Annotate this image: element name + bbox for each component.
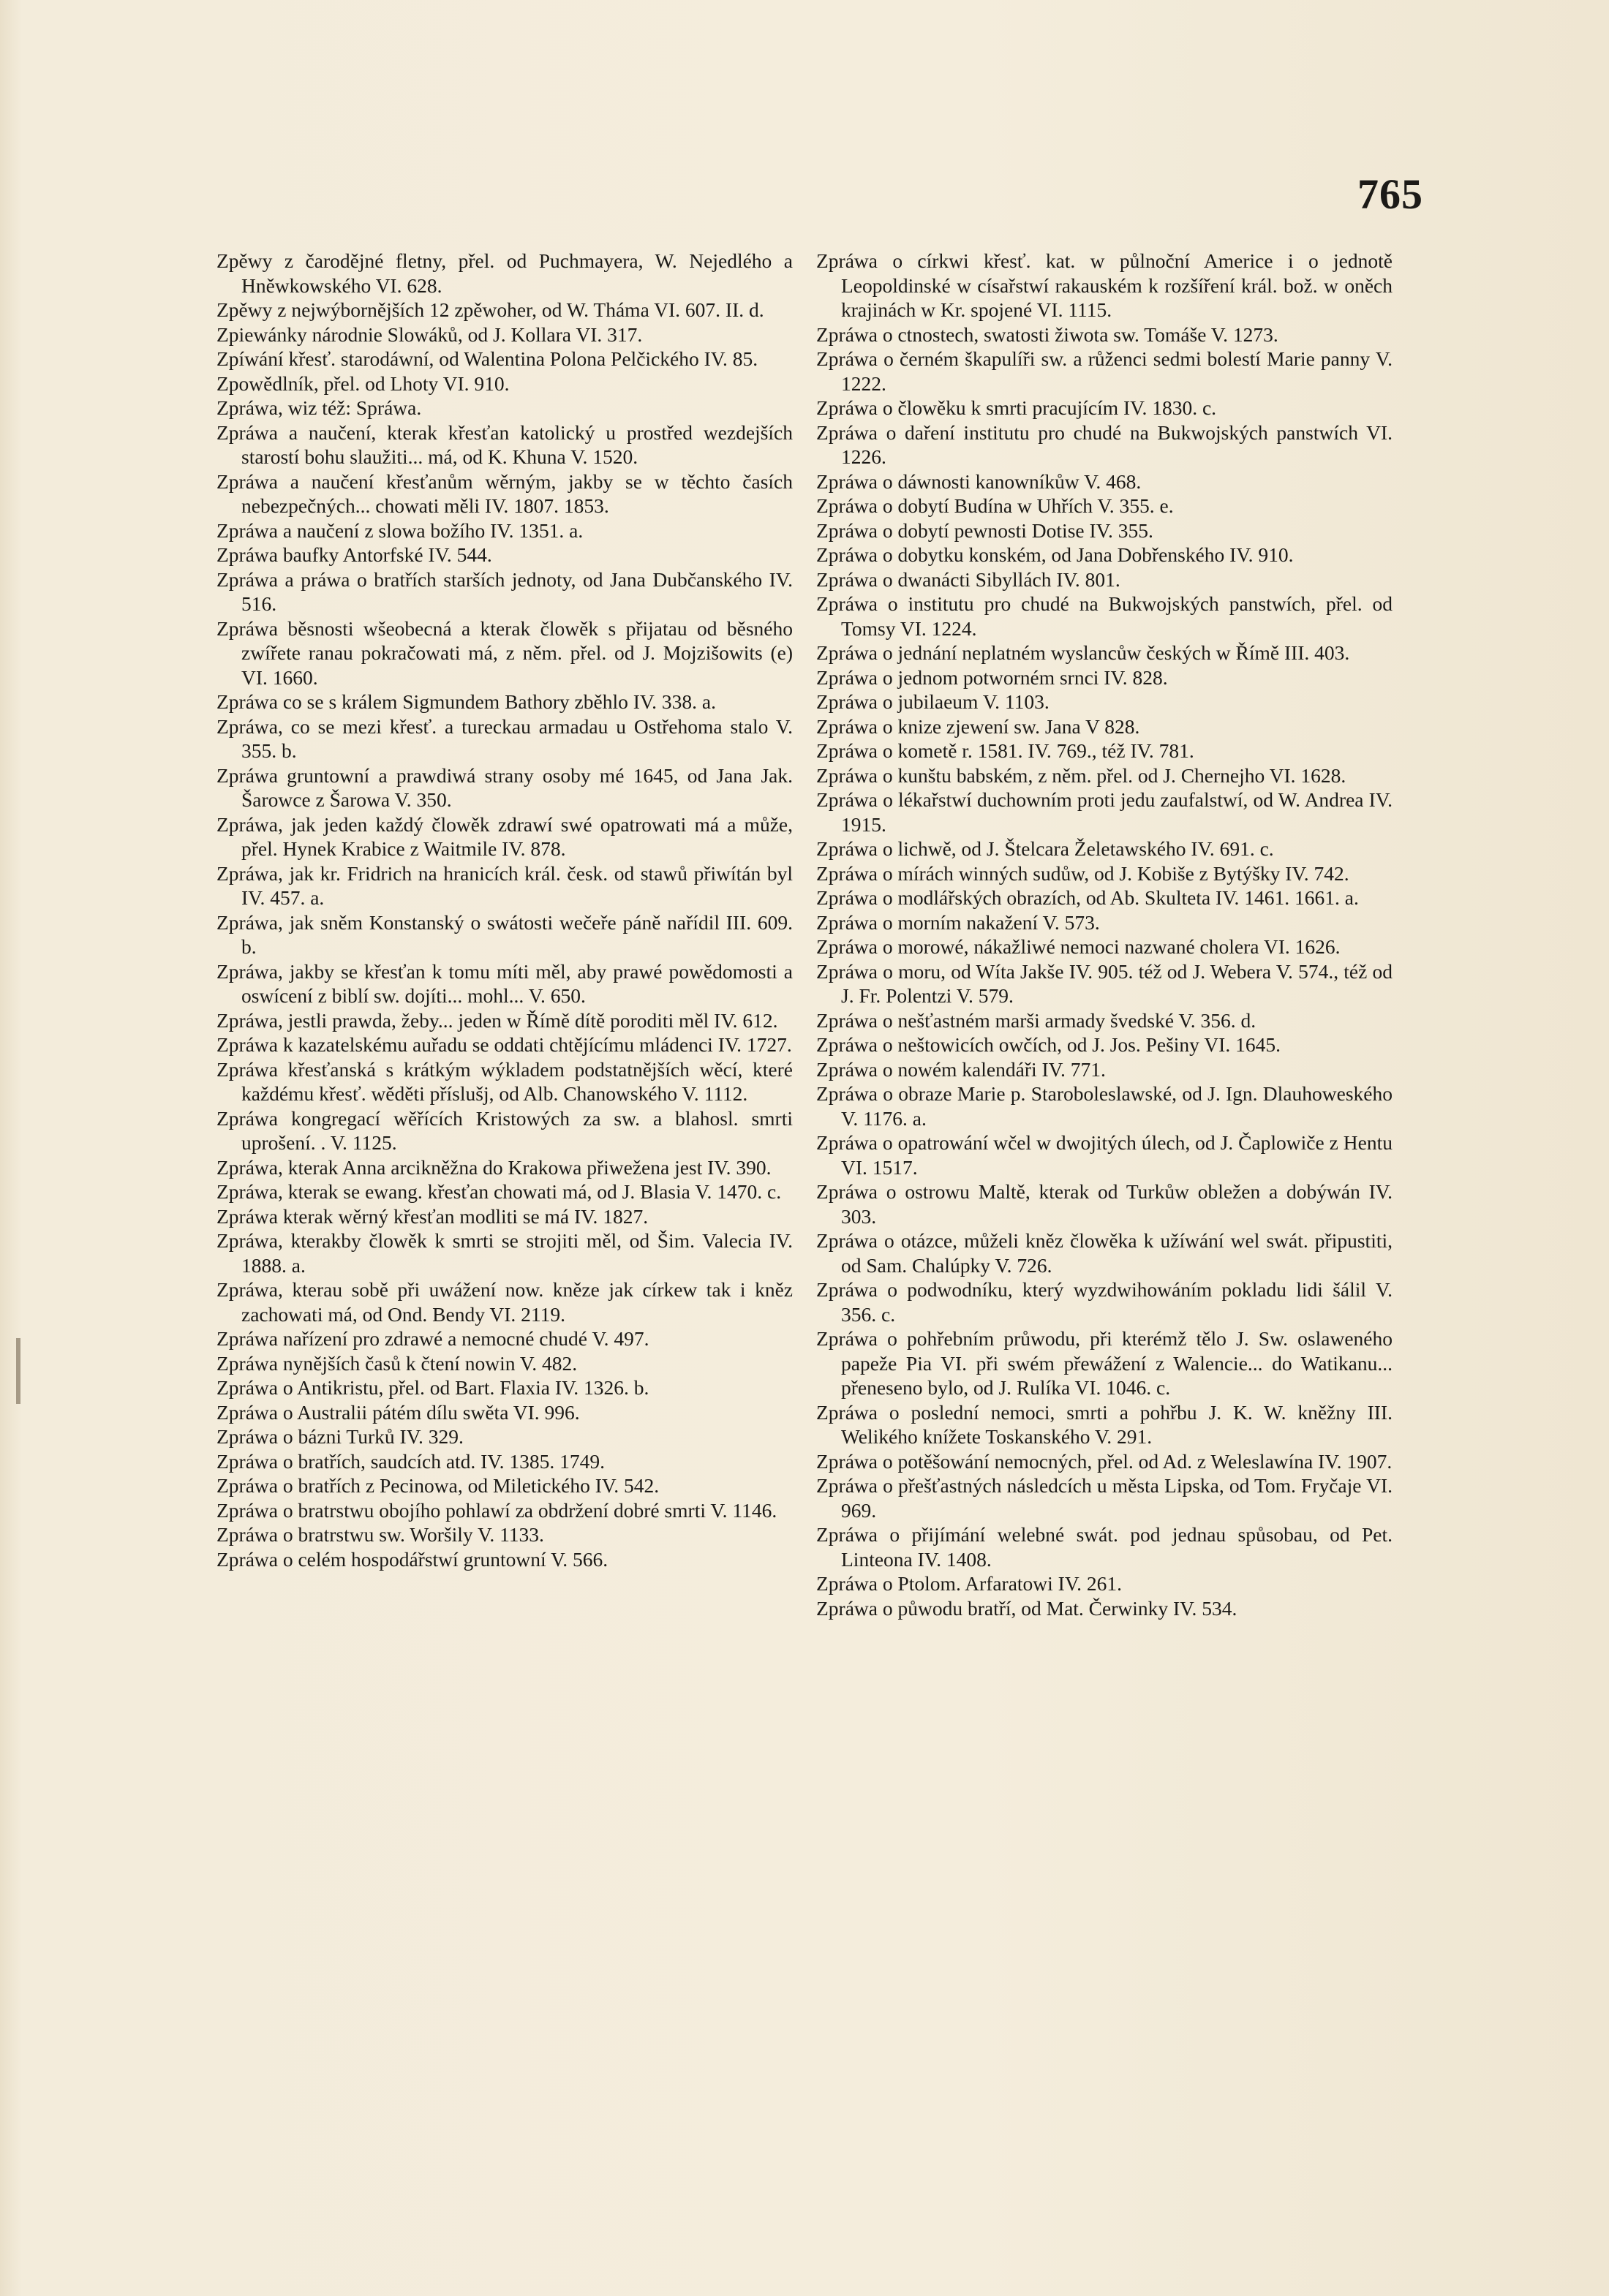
index-entry: Zpráwa o dwanácti Sibyllách IV. 801. — [816, 567, 1120, 591]
index-columns — [216, 249, 1393, 1620]
index-entry: Zpráwa o poslední nemoci, smrti a pohřbu J. K. W. kněžny III. Welikého knížete Toskanského V. 291. — [816, 1400, 1393, 1448]
index-entry: Zpráwa gruntowní a prawdiwá strany osoby mé 1645, od Jana Jak. Šarowce z Šarowa V. 350. — [216, 763, 793, 811]
index-entry: Zpráwa o opatrowání wčel w dwojitých úlech, od J. Čaplowiče z Hentu VI. 1517. — [816, 1131, 1393, 1179]
index-entry: Zpráwa baufky Antorfské IV. 544. — [216, 543, 492, 566]
index-entry: Zpráwa o bratřích, saudcích atd. IV. 1385. 1749. — [216, 1449, 606, 1473]
index-entry: Zpráwa o bratřích z Pecinowa, od Miletického IV. 542. — [216, 1474, 660, 1497]
index-entry: Zpráwa o kunštu babském, z něm. přel. od J. Chernejho VI. 1628. — [816, 763, 1346, 787]
index-entry: Zpráwa o potěšowání nemocných, přel. od Ad. z Weleslawína IV. 1907. — [816, 1449, 1393, 1473]
index-entry: Zpowědlník, přel. od Lhoty VI. 910. — [216, 371, 510, 395]
left-column — [216, 249, 793, 1620]
index-entry: Zpráwa o moru, od Wíta Jakše IV. 905. též od J. Webera V. 574., též od J. Fr. Polentzi V. 579. — [816, 959, 1393, 1007]
index-entry: Zpráwa o jubilaeum V. 1103. — [816, 690, 1050, 713]
page-number: 765 — [1357, 170, 1423, 218]
index-entry: Zpráwa co se s králem Sigmundem Bathory zběhlo IV. 338. a. — [216, 690, 717, 713]
index-entry: Zpráwa, jak kr. Fridrich na hranicích král. česk. od stawů přiwítán byl IV. 457. a. — [216, 861, 793, 909]
index-entry: Zpráwa běsnosti wšeobecná a kterak člowěk s přijatau od běsného zwířete ranau pokračowati má, z něm. přel. od J. Mojzišowits (e) VI. 1660. — [216, 616, 793, 689]
index-entry: Zpráwa, kterak Anna arcikněžna do Krakowa přiwežena jest IV. 390. — [216, 1155, 772, 1179]
index-entry: Zpráwa, co se mezi křesť. a tureckau armadau u Ostřehoma stalo V. 355. b. — [216, 714, 793, 762]
index-entry: Zpráwa o obraze Marie p. Staroboleslawské, od J. Ign. Dlauhoweského V. 1176. a. — [816, 1082, 1393, 1130]
index-entry: Zpráwa o pohřebním průwodu, při kterémž tělo J. Sw. oslaweného papeže Pia VI. při swém přewážení z Walencie... do Watikanu... přeneseno bylo, od J. Rulíka VI. 1046. c. — [816, 1327, 1393, 1399]
index-entry: Zpíwání křesť. starodáwní, od Walentina Polona Pelčického IV. 85. — [216, 347, 758, 370]
index-entry: Zpráwa o bratrstwu sw. Woršily V. 1133. — [216, 1523, 544, 1546]
index-entry: Zpráwa o morním nakažení V. 573. — [816, 910, 1100, 934]
index-entry: Zpráwa o církwi křesť. kat. w půlnoční Americe i o jednotě Leopoldinské w císařstwí rakauském k rozšíření král. bož. w oněch krajinách w Kr. spojené VI. 1115. — [816, 249, 1393, 321]
index-entry: Zpráwa o dobytku konském, od Jana Dobřenského IV. 910. — [816, 543, 1294, 566]
index-entry: Zpráwa o nowém kalendáři IV. 771. — [816, 1057, 1106, 1081]
index-entry: Zpráwa o knize zjewení sw. Jana V 828. — [816, 714, 1140, 738]
index-entry: Zpráwa kterak wěrný křesťan modliti se má IV. 1827. — [216, 1204, 649, 1228]
index-entry: Zpráwa o Antikristu, přel. od Bart. Flaxia IV. 1326. b. — [216, 1376, 649, 1399]
index-entry: Zpěwy z čarodějné fletny, přel. od Puchmayera, W. Nejedlého a Hněwkowského VI. 628. — [216, 249, 793, 297]
index-entry: Zpráwa, jakby se křesťan k tomu míti měl, aby prawé powědomosti a oswícení z biblí sw. dojíti... mohl... V. 650. — [216, 959, 793, 1007]
index-entry: Zpráwa o neštowicích owčích, od J. Jos. Pešiny VI. 1645. — [816, 1033, 1281, 1056]
index-entry: Zpráwa o ostrowu Maltě, kterak od Turkůw obležen a dobýwán IV. 303. — [816, 1180, 1393, 1228]
index-entry: Zpráwa, jak sněm Konstanský o swátosti wečeře páně nařídil III. 609. b. — [216, 910, 793, 958]
index-entry: Zpráwa, kterak se ewang. křesťan chowati má, od J. Blasia V. 1470. c. — [216, 1180, 782, 1203]
index-entry: Zpráwa o Australii pátém dílu swěta VI. 996. — [216, 1400, 580, 1424]
index-entry: Zpráwa o přešťastných následcích u města Lipska, od Tom. Fryčaje VI. 969. — [816, 1474, 1393, 1522]
index-entry: Zpráwa o institutu pro chudé na Bukwojských panstwích, přel. od Tomsy VI. 1224. — [816, 592, 1393, 640]
index-entry: Zpráwa o lékařstwí duchowním proti jedu zaufalstwí, od W. Andrea IV. 1915. — [816, 788, 1393, 836]
index-entry: Zpráwa o dobytí pewnosti Dotise IV. 355. — [816, 518, 1153, 542]
index-entry: Zpráwa, kterakby člowěk k smrti se strojiti měl, od Šim. Valecia IV. 1888. a. — [216, 1229, 793, 1277]
index-entry: Zpráwa o půwodu bratří, od Mat. Čerwinky IV. 534. — [816, 1596, 1237, 1620]
index-entry: Zpráwa o daření institutu pro chudé na Bukwojských panstwích VI. 1226. — [816, 420, 1393, 468]
index-entry: Zpěwy z nejwýbornějších 12 zpěwoher, od W. Tháma VI. 607. II. d. — [216, 298, 764, 321]
index-entry: Zpráwa o člowěku k smrti pracujícím IV. 1830. c. — [816, 396, 1217, 419]
index-entry: Zpráwa a naučení z slowa božího IV. 1351. a. — [216, 518, 584, 542]
index-entry: Zpráwa, jestli prawda, žeby... jeden w Římě dítě poroditi měl IV. 612. — [216, 1008, 778, 1032]
index-entry: Zpráwa o přijímání welebné swát. pod jednau spůsobau, od Pet. Linteona IV. 1408. — [816, 1523, 1393, 1571]
index-entry: Zpráwa o bratrstwu obojího pohlawí za obdržení dobré smrti V. 1146. — [216, 1498, 777, 1522]
index-entry: Zpráwa o jednání neplatném wyslancůw českých w Římě III. 403. — [816, 641, 1350, 664]
index-entry: Zpráwa o Ptolom. Arfaratowi IV. 261. — [816, 1572, 1123, 1595]
index-entry: Zpráwa o morowé, nákažliwé nemoci nazwané cholera VI. 1626. — [816, 935, 1341, 958]
index-entry: Zpráwa o otázce, můželi kněz člowěka k užíwání wel swát. připustiti, od Sam. Chalúpky V. 726. — [816, 1229, 1393, 1277]
index-entry: Zpráwa křesťanská s krátkým wýkladem podstatnějších wěcí, které každému křesť. wěděti příslušj, od Alb. Chanowského V. 1112. — [216, 1057, 793, 1105]
index-entry: Zpráwa o dáwnosti kanowníkůw V. 468. — [816, 469, 1142, 493]
index-entry: Zpráwa o podwodníku, který wyzdwihowáním pokladu lidi šálil V. 356. c. — [816, 1278, 1393, 1326]
index-entry: Zpráwa nařízení pro zdrawé a nemocné chudé V. 497. — [216, 1327, 649, 1350]
index-entry: Zpráwa o celém hospodářstwí gruntowní V. 566. — [216, 1547, 608, 1571]
index-entry: Zpráwa, jak jeden každý člowěk zdrawí swé opatrowati má a může, přel. Hynek Krabice z Waitmile IV. 878. — [216, 812, 793, 860]
index-entry: Zpráwa o nešťastném marši armady švedské V. 356. d. — [816, 1008, 1256, 1032]
index-entry: Zpiewánky národnie Slowáků, od J. Kollara VI. 317. — [216, 322, 643, 346]
index-entry: Zpráwa a naučení, kterak křesťan katolický u prostřed wezdejších starostí bohu slaužiti... má, od K. Khuna V. 1520. — [216, 420, 793, 468]
index-entry: Zpráwa nynějších časů k čtení nowin V. 482. — [216, 1351, 578, 1375]
index-entry: Zpráwa o modlářských obrazích, od Ab. Skulteta IV. 1461. 1661. a. — [816, 886, 1359, 909]
binding-mark — [16, 1338, 20, 1404]
index-entry: Zpráwa, kterau sobě při uwážení now. kněze jak církew tak i kněz zachowati má, od Ond. Bendy VI. 2119. — [216, 1278, 793, 1326]
index-entry: Zpráwa o dobytí Budína w Uhřích V. 355. e. — [816, 494, 1174, 517]
index-entry: Zpráwa a naučení křesťanům wěrným, jakby se w těchto časích nebezpečných... chowati měli IV. 1807. 1853. — [216, 469, 793, 517]
index-entry: Zpráwa o mírách winných sudůw, od J. Kobiše z Bytýšky IV. 742. — [816, 861, 1349, 885]
index-entry: Zpráwa k kazatelskému auřadu se oddati chtějícímu mládenci IV. 1727. — [216, 1033, 792, 1056]
index-entry: Zpráwa kongregací wěřících Kristowých za sw. a blahosl. smrti uprošení. . V. 1125. — [216, 1106, 793, 1154]
index-entry: Zpráwa o černém škapulíři sw. a růženci sedmi bolestí Marie panny V. 1222. — [816, 347, 1393, 395]
index-entry: Zpráwa o jednom potworném srnci IV. 828. — [816, 665, 1168, 689]
right-column — [816, 249, 1393, 1620]
index-entry: Zpráwa o lichwě, od J. Štelcara Želetawského IV. 691. c. — [816, 837, 1274, 860]
index-entry: Zpráwa o ctnostech, swatosti žiwota sw. Tomáše V. 1273. — [816, 322, 1278, 346]
index-entry: Zpráwa o bázni Turků IV. 329. — [216, 1425, 464, 1448]
index-entry: Zpráwa o kometě r. 1581. IV. 769., též IV. 781. — [816, 739, 1194, 762]
index-entry: Zpráwa a práwa o bratřích starších jednoty, od Jana Dubčanského IV. 516. — [216, 567, 793, 615]
index-entry: Zpráwa, wiz též: Spráwa. — [216, 396, 422, 419]
